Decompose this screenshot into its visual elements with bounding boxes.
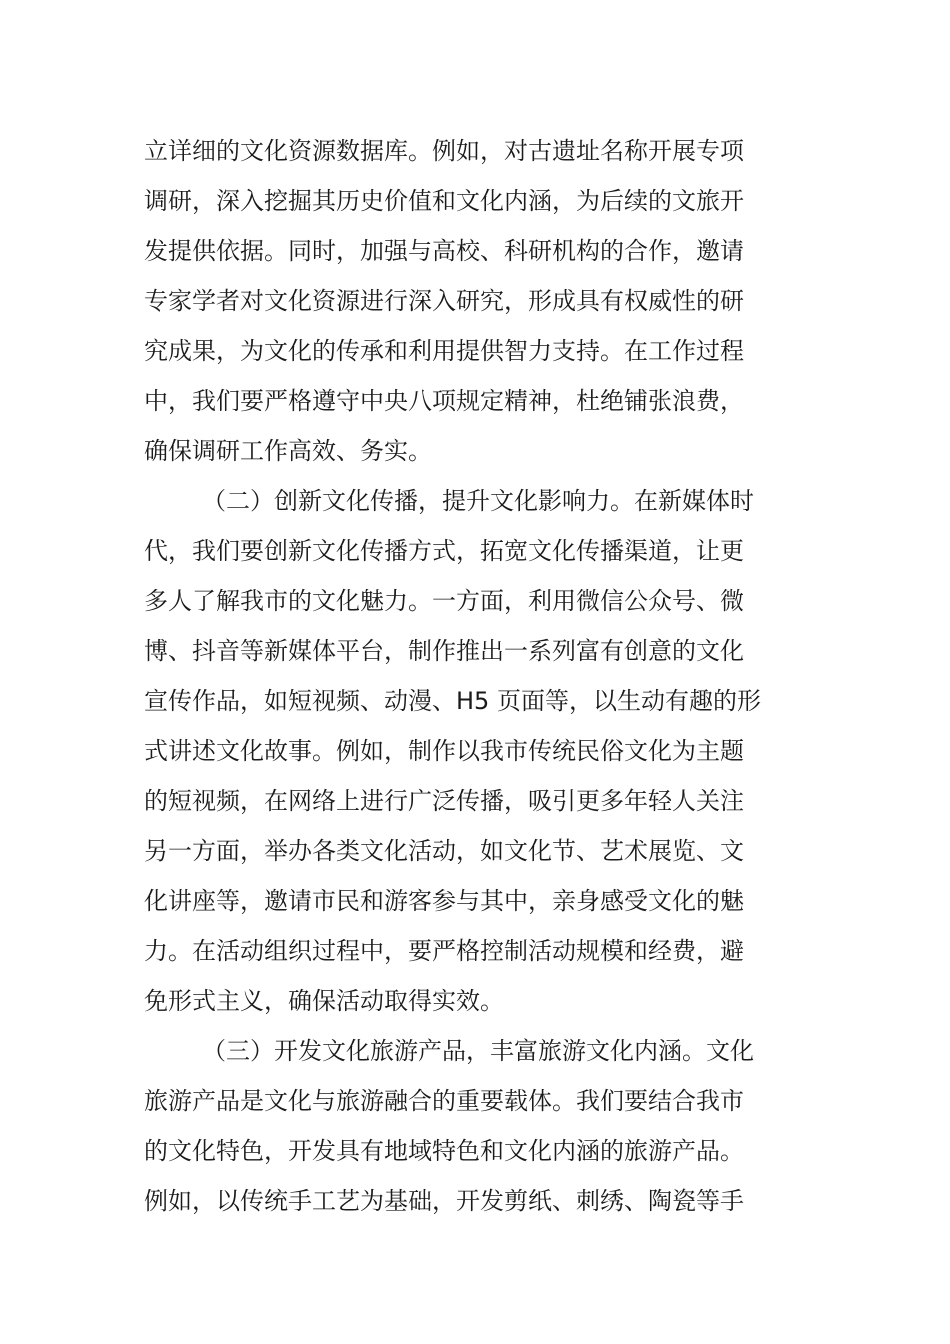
- section-heading-line: （二）创新文化传播，提升文化影响力。在新媒体时: [202, 487, 754, 515]
- body-text: [144, 126, 808, 1226]
- text-line: 立详细的文化资源数据库。例如，对古遗址名称开展专项: [144, 137, 744, 165]
- text-line: 免形式主义，确保活动取得实效。: [144, 987, 504, 1015]
- text-line: 另一方面，举办各类文化活动，如文化节、艺术展览、文: [144, 837, 744, 865]
- text-line: 的文化特色，开发具有地域特色和文化内涵的旅游产品。: [144, 1137, 744, 1165]
- section-heading-line: （三）开发文化旅游产品，丰富旅游文化内涵。文化: [202, 1037, 754, 1065]
- text-line: 例如，以传统手工艺为基础，开发剪纸、刺绣、陶瓷等手: [144, 1187, 744, 1215]
- text-line: 中，我们要严格遵守中央八项规定精神，杜绝铺张浪费，: [144, 387, 744, 415]
- text-line: 发提供依据。同时，加强与高校、科研机构的合作，邀请: [144, 237, 744, 265]
- text-line: 代，我们要创新文化传播方式，拓宽文化传播渠道，让更: [144, 537, 744, 565]
- text-line: 调研，深入挖掘其历史价值和文化内涵，为后续的文旅开: [144, 187, 744, 215]
- text-line: 力。在活动组织过程中，要严格控制活动规模和经费，避: [144, 937, 744, 965]
- text-line: 式讲述文化故事。例如，制作以我市传统民俗文化为主题: [144, 737, 744, 765]
- text-line: 多人了解我市的文化魅力。一方面，利用微信公众号、微: [144, 587, 744, 615]
- text-line: 博、抖音等新媒体平台，制作推出一系列富有创意的文化: [144, 637, 744, 665]
- text-line: 宣传作品，如短视频、动漫、H5 页面等，以生动有趣的形: [144, 687, 761, 715]
- text-line: 专家学者对文化资源进行深入研究，形成具有权威性的研: [144, 287, 744, 315]
- text-line: 的短视频，在网络上进行广泛传播，吸引更多年轻人关注: [144, 787, 744, 815]
- text-line: 旅游产品是文化与旅游融合的重要载体。我们要结合我市: [144, 1087, 744, 1115]
- text-line: 确保调研工作高效、务实。: [144, 437, 432, 465]
- text-line: 化讲座等，邀请市民和游客参与其中，亲身感受文化的魅: [144, 887, 744, 915]
- text-line: 究成果，为文化的传承和利用提供智力支持。在工作过程: [144, 337, 744, 365]
